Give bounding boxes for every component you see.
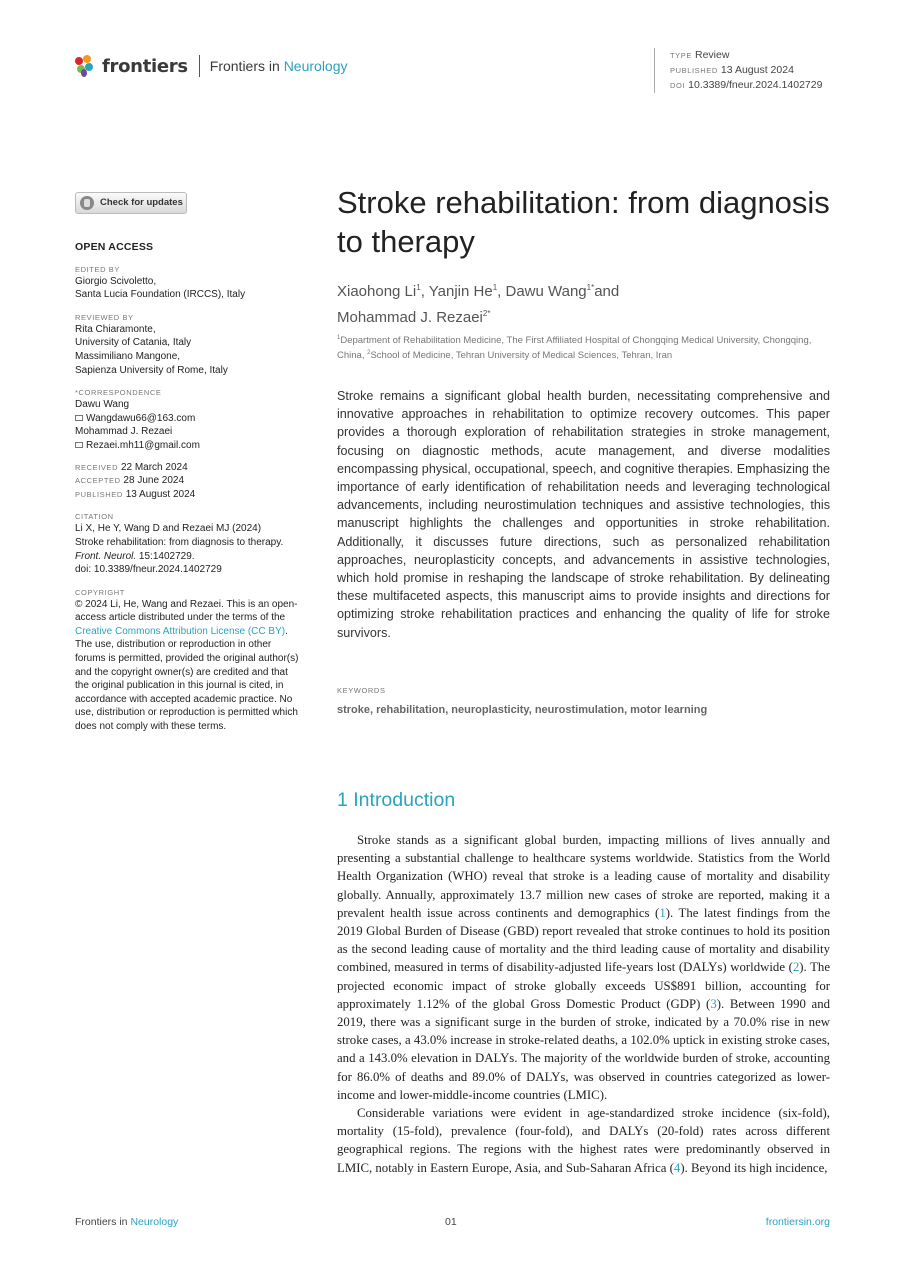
- author-link[interactable]: Dawu Wang$^{1*}$: [505, 283, 595, 300]
- envelope-icon: [75, 442, 83, 448]
- journal-name: Frontiers in Neurology: [209, 58, 348, 74]
- frontiers-logo[interactable]: [75, 53, 348, 79]
- citation: Li X, He Y, Wang D and Rezaei MJ (2024) Stroke rehabilitation: from diagnosis to therapy. Front. Neurol. 15:1402729. doi: 10.3389/fneur.2024.1402729: [75, 523, 284, 576]
- reviewed-by-label: REVIEWED BY: [75, 312, 134, 322]
- author-link[interactable]: Yanjin He$^1$: [428, 283, 498, 300]
- paragraph: Stroke stands as a significant global burden, impacting millions of lives annually and presenting a substantial challenge to healthcare systems worldwide. Statistics from the World Health Organization (WHO) reveal that stroke is a leading cause of mortality and disability globally. Annually, approximately 13.7 million new cases of stroke are reported, making it a prevalent health issue across continents and demographics (1). The latest findings from the 2019 Global Burden of Disease (GBD) report revealed that stroke continues to hold its position as the second leading cause of mortality and the third leading cause of mortality and disability combined, measured in terms of disability-adjusted life-years lost (DALYs) worldwide (2). The projected economic impact of stroke globally exceeds US$891 billion, accounting for approximately 1.12% of the global Gross Domestic Product (GDP) (3). Between 1990 and 2019, there was a significant surge in the burden of stroke, indicated by a 70.0% rise in new stroke cases, a 43.0% increase in stroke-related deaths, a 102.0% uptick in existing stroke cases, and a 143.0% elevation in DALYs. The majority of the worldwide burden of stroke, accounting for 86.0% of deaths and 89.0% of DALYs, was observed in countries categorized as lower-income and lower-middle-income countries (LMIC).: [337, 833, 831, 1102]
- check-for-updates-button[interactable]: Check for updates: [75, 192, 187, 214]
- citation-label: CITATION: [75, 512, 114, 522]
- citation-link[interactable]: 3: [710, 996, 717, 1011]
- dates: RECEIVED 22 March 2024 ACCEPTED 28 June 2024 PUBLISHED 13 August 2024: [75, 461, 196, 500]
- abstract: Stroke remains a significant global health burden, necessitating comprehensive and innovative approaches in rehabilitation to optimize recovery outcomes. This paper provides a thorough exploration of rehabilitation strategies in stroke management, focusing on diagnostic methods, acute management, and diverse modalities encompassing physical, occupational, speech, and cognitive therapies. Emphasizing the importance of early identification of rehabilitation needs and leveraging technological advancements, including neurostimulation techniques and assistive technologies, this manuscript highlights the challenges and opportunities in stroke rehabilitation. Additionally, it discusses future directions, such as personalized rehabilitation approaches, neuroplasticity concepts, and advancements in assistive technologies, which hold promise in reshaping the landscape of stroke rehabilitation. By delineating these multifaceted aspects, this manuscript aims to provide insights and directions for optimizing stroke rehabilitation practices and enhancing the quality of life for stroke survivors.: [337, 389, 830, 640]
- keywords-label: KEYWORDS: [337, 686, 386, 695]
- article-meta: TYPE Review PUBLISHED 13 August 2024 DOI 10.3389/fneur.2024.1402729: [654, 48, 822, 93]
- paragraph: Considerable variations were evident in age-standardized stroke incidence (six-fold), mortality (15-fold), prevalence (four-fold), and DALYs (20-fold) rates across different geographical regions. The regions with the highest rates were predominantly observed in LMIC, notably in Eastern Europe, Asia, and Sub-Saharan Africa (4). Beyond its high incidence,: [337, 1106, 830, 1175]
- page-number: 01: [445, 1216, 457, 1228]
- crossmark-icon: [80, 196, 94, 210]
- citation-link[interactable]: 4: [673, 1160, 681, 1175]
- correspondence-label: *CORRESPONDENCE: [75, 388, 162, 398]
- brand-name: frontiers: [102, 55, 188, 77]
- envelope-icon: [75, 415, 83, 421]
- edited-by-label: EDITED BY: [75, 264, 120, 274]
- keywords: stroke, rehabilitation, neuroplasticity, neurostimulation, motor learning: [337, 704, 708, 716]
- author-list: Xiaohong Li$^1$, Yanjin He$^1$, Dawu Wang$^{1*}$and Mohammad J. Rezaei$^{2*}$: [337, 283, 620, 326]
- author-link[interactable]: Xiaohong Li$^1$: [337, 283, 421, 300]
- sidebar: [75, 192, 300, 734]
- open-access-label: OPEN ACCESS: [75, 241, 154, 253]
- article-type: Review: [695, 49, 730, 61]
- footer-journal: Frontiers in Neurology: [75, 1216, 179, 1228]
- doi[interactable]: 10.3389/fneur.2024.1402729: [688, 79, 823, 91]
- email-link[interactable]: Rezaei.mh11@gmail.com: [75, 439, 300, 453]
- citation-link[interactable]: 2: [792, 960, 800, 975]
- citation-link[interactable]: 1: [659, 905, 666, 920]
- copyright-label: COPYRIGHT: [75, 587, 125, 597]
- author-link[interactable]: Mohammad J. Rezaei$^{2*}$: [337, 309, 491, 326]
- copyright-text: © 2024 Li, He, Wang and Rezaei. This is an open-access article distributed under the terms of the Creative Commons Attribution License (CC BY). The use, distribution or reproduction in other forums is permitted, provided the original author(s) and the copyright owner(s) are credited and that the original publication in this journal is cited, in accordance with accepted academic practice. No use, distribution or reproduction is permitted which does not comply with these terms.: [75, 598, 299, 733]
- logo-divider: [199, 55, 200, 77]
- affiliations: $^1$Department of Rehabilitation Medicine, The First Affiliated Hospital of Chongqing Medical University, Chongqing, China, $^2$School of Medicine, Tehran University of Medical Sciences, Tehran, Iran: [337, 335, 812, 362]
- frontiers-logo-icon: [75, 55, 97, 77]
- correspondence: Dawu Wang Wangdawu66@163.com Mohammad J. Rezaei Rezaei.mh11@gmail.com: [75, 398, 300, 452]
- cc-by-license-link[interactable]: Creative Commons Attribution License (CC BY): [75, 625, 286, 637]
- introduction-body: [337, 831, 830, 1177]
- published-date: 13 August 2024: [720, 64, 794, 76]
- article-title: Stroke rehabilitation: from diagnosis to therapy: [337, 185, 830, 259]
- editor: Giorgio Scivoletto, Santa Lucia Foundation (IRCCS), Italy: [75, 275, 246, 301]
- section-heading-introduction: 1 Introduction: [337, 789, 456, 811]
- footer-site-link[interactable]: frontiersin.org: [765, 1216, 830, 1228]
- email-link[interactable]: Wangdawu66@163.com: [75, 412, 300, 426]
- reviewers: Rita Chiaramonte, University of Catania, Italy Massimiliano Mangone, Sapienza University of Rome, Italy: [75, 323, 228, 376]
